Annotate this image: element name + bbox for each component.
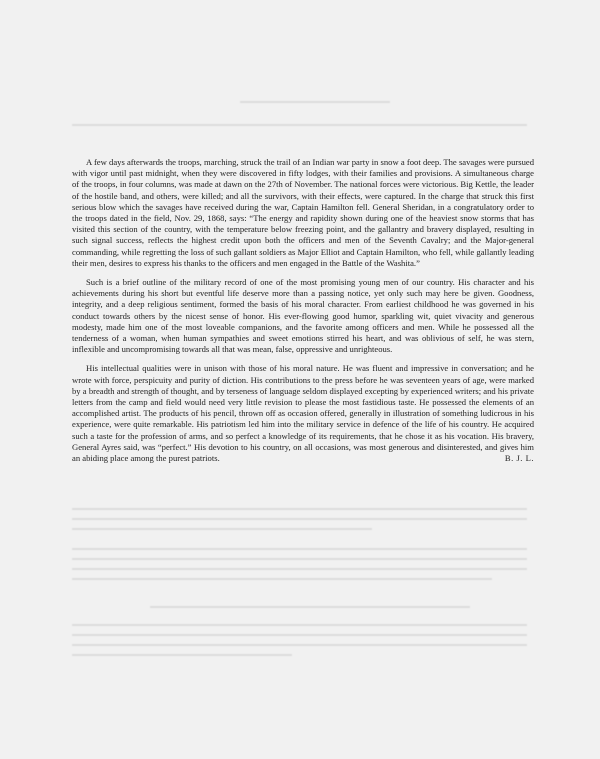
- paragraph-character: Such is a brief outline of the military record of one of the most promising young men of our country. His character and his achievements during his short but eventful life deserve more than a passing notice, yet only such may here be given. Goodness, integrity, and a deep religious sentiment, formed the basis of his moral character. From earliest childhood he was governed in his conduct towards others by the nicest sense of honor. His ever-flowing good humor, sparkling wit, quiet vivacity and generous modesty, made him one of the most loveable companions, and the favorite among officers and men. While he possessed all the tenderness of a woman, when human sympathies and sweet emotions stirred his heart, and was oblivious of self, he was stern, inflexible and uncompromising towards all that was mean, false, oppressive and unrighteous.: [72, 277, 534, 355]
- paragraph-battle-account: A few days afterwards the troops, marching, struck the trail of an Indian war party in snow a foot deep. The savages were pursued with vigor until past midnight, when they were discovered in fifty lodges, with their families and provisions. A simultaneous charge of the troops, in four columns, was made at dawn on the 27th of November. The national forces were victorious. Big Kettle, the leader of the hostile band, and others, were killed; and all the survivors, with their effects, were captured. In the charge that struck this first serious blow which the savages have received during the war, Captain Hamilton fell. General Sheridan, in a congratulatory order to the troops dated in the field, Nov. 29, 1868, says: “The energy and rapidity shown during one of the heaviest snow storms that has visited this section of the country, with the temperature below freezing point, and the gallantry and bravery displayed, resulting in such signal success, reflects the highest credit upon both the officers and men of the Seventh Cavalry; and the Major-general commanding, while regretting the loss of such gallant soldiers as Major Elliot and Captain Hamilton, who fell, while gallantly leading their men, desires to express his thanks to the officers and men engaged in the Battle of the Washita.”: [72, 157, 534, 268]
- paragraph-intellect: [72, 363, 534, 464]
- author-signature: B. J. L.: [504, 453, 534, 464]
- body-text: [72, 157, 534, 464]
- paragraph-intellect-text: His intellectual qualities were in unison with those of his moral nature. He was fluent and impressive in conversation; and he wrote with force, perspicuity and purity of diction. His contributions to the press before he was seventeen years of age, were marked by a breadth and strength of thought, and by terseness of language seldom displayed excepting by experienced writers; and his private letters from the camp and field would need very little revision to please the most fastidious taste. He possessed the elements of an accomplished artist. The products of his pencil, thrown off as occasion offered, generally in illustration of something ludicrous in his experience, were quite remarkable. His patriotism led him into the military service in defence of the life of his country. He acquired such a taste for the profession of arms, and so perfect a knowledge of its requirements, that he chose it as his vocation. His bravery, General Ayres said, was “perfect.” His devotion to his country, on all occasions, was most generous and disinterested, and gives him an abiding place among the purest patriots.: [72, 363, 534, 464]
